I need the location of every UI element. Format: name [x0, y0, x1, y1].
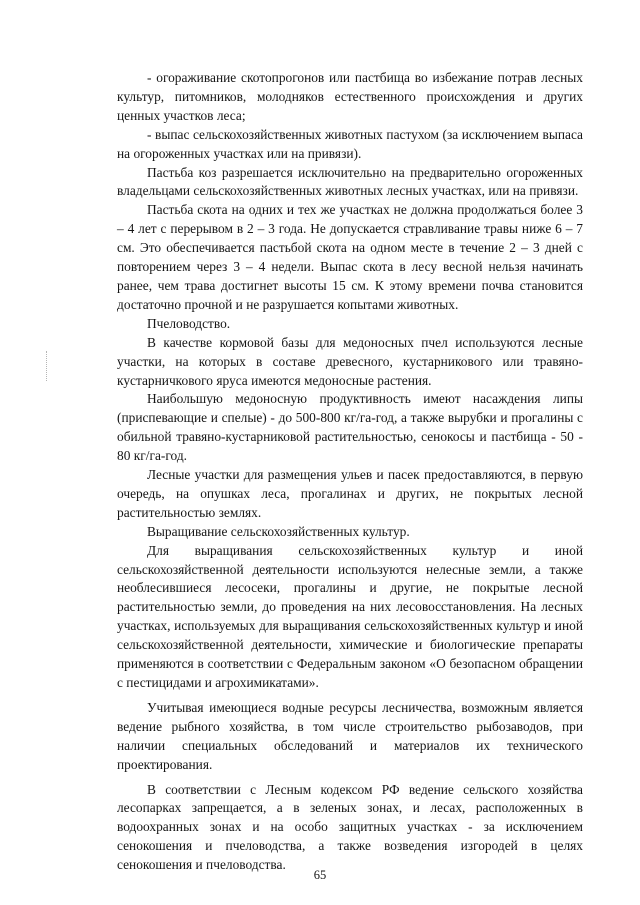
paragraph-fencing: - огораживание скотопрогонов или пастбища во избежание потрав лесных культур, питомников, молодняков естественного происхождения и других ценных участков леса; [117, 70, 583, 123]
page-number: 65 [313, 868, 327, 882]
paragraph-herding: - выпас сельскохозяйственных животных пастухом (за исключением выпаса на огороженных участках или на привязи). [117, 126, 583, 161]
heading-crops: Выращивание сельскохозяйственных культур. [147, 523, 410, 539]
paragraph-forage-base: В качестве кормовой базы для медоносных пчел используются лесные участки, на которых в составе древесного, кустарникового или травяно-кустарничкового яруса имеются медоносные растения. [117, 334, 583, 388]
paragraph-forest-code: В соответствии с Лесным кодексом РФ ведение сельского хозяйства лесопарках запрещается, а в зеленых зонах, и лесах, расположенных в водоохранных зонах и на особо защитных участках - за исключением сенокошения и пчеловодства, а также возведения изгородей в целях сенокошения и пчеловодства. [117, 781, 583, 873]
paragraph-apiary-sites: Лесные участки для размещения ульев и пасек предоставляются, в первую очередь, на опушках леса, прогалинах и других, не покрытых лесной растительностью землях. [117, 467, 583, 520]
paragraph-honey-productivity: Наибольшую медоносную продуктивность имеют насаждения липы (приспевающие и спелые) - до 500-800 кг/га-год, а также вырубки и прогалины с обильной травяно-кустарниковой растительностью, сенокосы и пастбища - 50 - 80 кг/га-год. [117, 391, 583, 464]
margin-mark [46, 351, 48, 381]
paragraph-goats: Пастьба коз разрешается исключительно на предварительно огороженных владельцами сельскохозяйственных животных лесных участках, или на привязи. [117, 164, 583, 199]
heading-beekeeping: Пчеловодство. [147, 315, 231, 331]
paragraph-grazing-rules: Пастьба скота на одних и тех же участках не должна продолжаться более 3 – 4 лет с перерывом в 2 – 3 года. Не допускается стравливание травы ниже 6 – 7 см. Это обеспечивается пастьбой скота на одном месте в течение 2 – 3 дней с повторением через 3 – 4 недели. Выпас скота в лесу весной нельзя начинать ранее, чем трава достигнет высоты 15 см. К этому времени почва становится достаточно прочной и не разрушается копытами животных. [117, 202, 583, 312]
paragraph-crop-growing: Для выращивания сельскохозяйственных культур и иной сельскохозяйственной деятельности используются нелесные земли, а также необлесившиеся лесосеки, прогалины и другие, не покрытые лесной растительностью земли, до проведения на них лесовосстановления. На лесных участках, используемых для выращивания сельскохозяйственных культур и иной сельскохозяйственной деятельности, химические и биологические препараты применяются в соответствии с Федеральным законом «О безопасном обращении с пестицидами и агрохимикатами». [117, 542, 583, 690]
body-text [117, 69, 583, 875]
paragraph-fishery: Учитывая имеющиеся водные ресурсы лесничества, возможным является ведение рыбного хозяйства, в том числе строительство рыбозаводов, при наличии специальных обследований и материалов их технического проектирования. [117, 699, 583, 772]
